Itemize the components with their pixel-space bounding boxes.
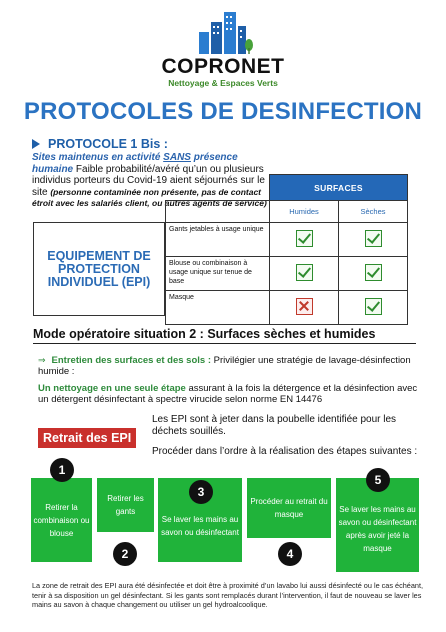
double-arrow-icon: ⇒ (38, 355, 46, 365)
epi-table (165, 174, 408, 325)
col-humides: Humides (270, 201, 339, 223)
protocol-heading (32, 137, 168, 151)
step-1-text: Retirer la combinaison ou blouse (33, 502, 90, 538)
intro-sans: SANS (163, 152, 191, 163)
step-4-text: Procéder au retrait du masque (250, 497, 328, 519)
check-icon (365, 298, 382, 315)
step-4-number: 4 (278, 542, 302, 566)
step-2-number: 2 (113, 542, 137, 566)
step-1-box (31, 478, 92, 562)
step-5-number: 5 (366, 468, 390, 492)
table-row (166, 223, 408, 257)
step-5-text: Se laver les mains au savon ou désinfectant après avoir jeté la masque (338, 505, 417, 553)
check-icon (365, 264, 382, 281)
table-row (166, 291, 408, 325)
row-item: Gants jetables à usage unique (166, 223, 270, 257)
order-note: Procéder dans l’ordre à la réalisation des étapes suivantes : (152, 446, 418, 457)
retrait-title: Retrait des EPI (38, 428, 136, 448)
footer-note: La zone de retrait des EPI aura été désinfectée et doit être à proximité d’un lavabo lui aussi désinfecté ou le cas échéant, tenir à sa disposition un gel désinfectant. Si les gants sont remplacés durant l’intervention, il faut de nouveau se laver les mains au savon à chaque changement ou utiliser un gel hydroalcoolique. (32, 581, 424, 609)
nettoyage-label: Un nettoyage en une seule étape (38, 383, 186, 394)
protocol-heading-text: PROTOCOLE 1 Bis : (48, 137, 168, 151)
check-icon (296, 264, 313, 281)
step-2-text: Retirer les gants (107, 494, 144, 516)
building-logo-icon (197, 8, 253, 56)
intro-note: (personne contaminée non présente, pas de contact étroit avec les salariés client, ou autres agents de service) (32, 186, 267, 208)
mode-title: Mode opératoire situation 2 : Surfaces sèches et humides (33, 327, 416, 344)
step-4-box (247, 478, 331, 538)
entretien-label: Entretien des surfaces et des sols : (51, 355, 211, 366)
triangle-bullet-icon (32, 139, 40, 149)
surfaces-header: SURFACES (270, 175, 408, 201)
col-seches: Sèches (339, 201, 408, 223)
page-title: PROTOCOLES DE DESINFECTION (23, 98, 423, 125)
entretien-text: Privilégier une stratégie de lavage-désinfection humide : (38, 355, 411, 377)
logo-tagline: Nettoyage & Espaces Verts (168, 78, 278, 88)
nettoyage-paragraph (38, 383, 423, 405)
step-2-box (97, 478, 154, 532)
check-icon (296, 230, 313, 247)
step-1-number: 1 (50, 458, 74, 482)
row-item: Blouse ou combinaison à usage unique sur tenue de base (166, 257, 270, 291)
step-3-number: 3 (189, 480, 213, 504)
logo-wordmark: COPRONET (161, 55, 285, 78)
intro-bold-1: Sites maintenus en activité (32, 152, 161, 163)
nettoyage-text: assurant à la fois la détergence et la désinfection avec un détergent désinfectant à spectre virucide selon norme EN 14476 (38, 383, 418, 405)
step-3-text: Se laver les mains au savon ou désinfectant (161, 515, 239, 537)
step-5-box (336, 478, 419, 572)
row-item: Masque (166, 291, 270, 325)
epi-label: EQUIPEMENT DE PROTECTION INDIVIDUEL (EPI) (33, 222, 165, 316)
intro-text: Faible probabilité/avéré qu’un ou plusieurs individus porteurs du Covid-19 aient séjournés sur le site (32, 163, 265, 198)
epi-disposal-note: Les EPI sont à jeter dans la poubelle identifiée pour les déchets souillés. (152, 414, 397, 437)
cross-icon (296, 298, 313, 315)
intro-bold-2: présence humaine (32, 152, 238, 175)
check-icon (365, 230, 382, 247)
table-row (166, 257, 408, 291)
entretien-paragraph (38, 355, 423, 377)
